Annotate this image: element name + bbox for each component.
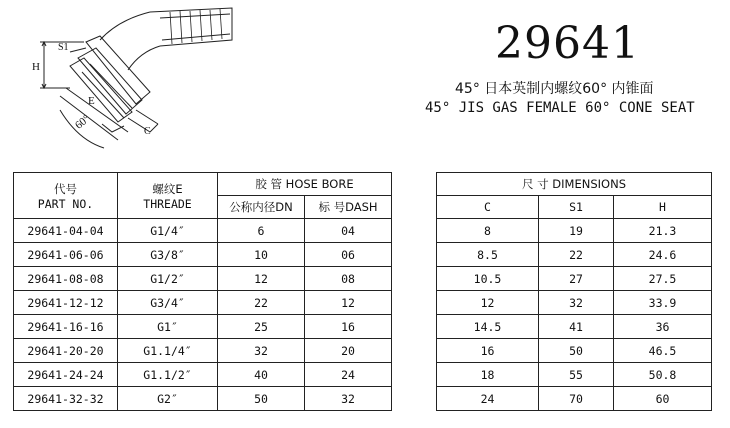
cell-dash: 12 <box>305 291 392 315</box>
cell-part-no: 29641-06-06 <box>14 243 118 267</box>
table-row <box>14 339 712 363</box>
fitting-drawing <box>0 0 240 160</box>
cell-dn: 40 <box>218 363 305 387</box>
angle-label: 60° <box>72 112 93 132</box>
cell-c: 8.5 <box>437 243 539 267</box>
cell-part-no: 29641-20-20 <box>14 339 118 363</box>
cell-c: 10.5 <box>437 267 539 291</box>
cell-part-no: 29641-16-16 <box>14 315 118 339</box>
cell-h: 21.3 <box>614 219 712 243</box>
header-part-no <box>14 173 118 219</box>
dim-c-label: C <box>144 126 151 137</box>
table-row <box>14 315 712 339</box>
cell-part-no: 29641-04-04 <box>14 219 118 243</box>
cell-c: 18 <box>437 363 539 387</box>
header-c: C <box>437 196 539 219</box>
cell-part-no: 29641-32-32 <box>14 387 118 411</box>
cell-s1: 27 <box>539 267 614 291</box>
table-row <box>14 267 712 291</box>
table-row <box>14 387 712 411</box>
cell-part-no: 29641-12-12 <box>14 291 118 315</box>
header-dimensions: 尺 寸 DIMENSIONS <box>437 173 712 196</box>
cell-s1: 50 <box>539 339 614 363</box>
cell-dash: 32 <box>305 387 392 411</box>
cell-h: 27.5 <box>614 267 712 291</box>
cell-dash: 24 <box>305 363 392 387</box>
cell-h: 46.5 <box>614 339 712 363</box>
header-thread-cn: 螺纹E <box>152 181 183 196</box>
cell-dn: 32 <box>218 339 305 363</box>
cell-h: 60 <box>614 387 712 411</box>
specification-table <box>13 172 712 411</box>
cell-dn: 12 <box>218 267 305 291</box>
header-thread <box>118 173 218 219</box>
cell-h: 33.9 <box>614 291 712 315</box>
header-dash: 标 号DASH <box>305 196 392 219</box>
cell-s1: 70 <box>539 387 614 411</box>
cell-thread: G3/4″ <box>118 291 218 315</box>
table-gap <box>392 173 437 411</box>
cell-c: 24 <box>437 387 539 411</box>
table-row <box>14 219 712 243</box>
cell-s1: 41 <box>539 315 614 339</box>
cell-dash: 04 <box>305 219 392 243</box>
cell-c: 16 <box>437 339 539 363</box>
cell-s1: 22 <box>539 243 614 267</box>
header-part-no-cn: 代号 <box>54 181 77 196</box>
cell-thread: G1.1/2″ <box>118 363 218 387</box>
cell-s1: 32 <box>539 291 614 315</box>
cell-h: 36 <box>614 315 712 339</box>
cell-thread: G1.1/4″ <box>118 339 218 363</box>
cell-thread: G2″ <box>118 387 218 411</box>
dim-h-label: H <box>32 61 40 73</box>
cell-dash: 06 <box>305 243 392 267</box>
description-en: 45° JIS GAS FEMALE 60° CONE SEAT <box>425 100 695 116</box>
cell-thread: G3/8″ <box>118 243 218 267</box>
cell-c: 12 <box>437 291 539 315</box>
table-row <box>14 243 712 267</box>
cell-dash: 16 <box>305 315 392 339</box>
cell-dn: 25 <box>218 315 305 339</box>
header-h: H <box>614 196 712 219</box>
header-thread-en: THREADE <box>143 196 192 211</box>
header-hose-bore: 胶 管 HOSE BORE <box>218 173 392 196</box>
cell-s1: 55 <box>539 363 614 387</box>
table-row <box>14 363 712 387</box>
dim-s1-label: S1 <box>58 42 69 53</box>
cell-part-no: 29641-08-08 <box>14 267 118 291</box>
cell-c: 8 <box>437 219 539 243</box>
cell-dn: 6 <box>218 219 305 243</box>
cell-dn: 50 <box>218 387 305 411</box>
cell-thread: G1/2″ <box>118 267 218 291</box>
cell-h: 50.8 <box>614 363 712 387</box>
part-number-title: 29641 <box>495 18 640 69</box>
cell-part-no: 29641-24-24 <box>14 363 118 387</box>
cell-thread: G1″ <box>118 315 218 339</box>
description-cn: 45° 日本英制内螺纹60° 内锥面 <box>455 81 654 97</box>
header-part-no-en: PART NO. <box>37 196 94 211</box>
cell-dn: 10 <box>218 243 305 267</box>
cell-dash: 08 <box>305 267 392 291</box>
cell-c: 14.5 <box>437 315 539 339</box>
dim-e-label: E <box>88 95 95 107</box>
cell-s1: 19 <box>539 219 614 243</box>
cell-dash: 20 <box>305 339 392 363</box>
cell-dn: 22 <box>218 291 305 315</box>
table-row <box>14 291 712 315</box>
header-dn: 公称内径DN <box>218 196 305 219</box>
cell-thread: G1/4″ <box>118 219 218 243</box>
cell-h: 24.6 <box>614 243 712 267</box>
header-s1: S1 <box>539 196 614 219</box>
